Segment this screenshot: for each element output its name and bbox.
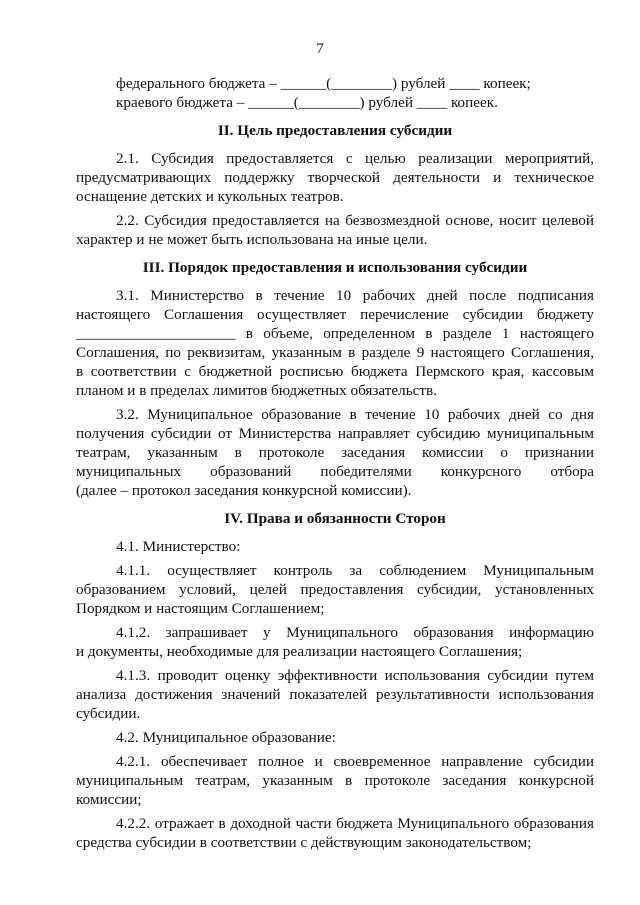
paragraph-line: характер и не может быть использована на иные цели. xyxy=(76,231,428,248)
item-4-1 xyxy=(76,537,594,556)
item-4-1-2 xyxy=(76,623,594,661)
budget-lines xyxy=(76,74,594,112)
paragraph-line: 4.2.1. обеспечивает полное и своевременное направление субсидии xyxy=(116,753,594,770)
paragraph-line: Соглашения, по реквизитам, указанным в разделе 9 настоящего Соглашения, xyxy=(76,344,594,361)
section-3-heading: III. Порядок предоставления и использования субсидии xyxy=(142,259,528,276)
paragraph-line: 2.2. Субсидия предоставляется на безвозмездной основе, носит целевой xyxy=(116,212,594,229)
paragraph-line: 4.2. Муниципальное образование: xyxy=(116,729,336,746)
paragraph-line: получения субсидии от Министерства направляет субсидию муниципальным xyxy=(76,425,594,442)
paragraph-line: оснащение детских и кукольных театров. xyxy=(76,188,344,205)
regional-budget-line: краевого бюджета – ______(________) рублей ____ копеек. xyxy=(116,94,498,111)
paragraph-line: образованием условий, целей предоставления субсидии, установленных xyxy=(76,581,594,598)
paragraph-line: настоящего Соглашения осуществляет перечисление субсидии бюджету xyxy=(76,306,594,323)
paragraph-line: _____________________ в объеме, определенном в разделе 1 настоящего xyxy=(76,325,594,342)
paragraph-line: 3.2. Муниципальное образование в течение 10 рабочих дней со дня xyxy=(116,406,594,423)
paragraph-line: 4.1.3. проводит оценку эффективности использования субсидии путем xyxy=(116,667,594,684)
document-body xyxy=(76,74,594,852)
paragraph-line: предусматривающих поддержку творческой деятельности и техническое xyxy=(76,169,594,186)
paragraph-line: муниципальным театрам, указанным в протоколе заседания конкурсной xyxy=(76,772,594,789)
section-4-heading: IV. Права и обязанности Сторон xyxy=(224,510,446,527)
paragraph-line: в соответствии с бюджетной росписью бюджета Пермского края, кассовым xyxy=(76,363,594,380)
paragraph-line: планом и в пределах лимитов бюджетных обязательств. xyxy=(76,382,437,399)
item-4-1-3 xyxy=(76,666,594,723)
item-4-2 xyxy=(76,728,594,747)
paragraph-line: субсидии. xyxy=(76,705,141,722)
paragraph-line: и документы, необходимые для реализации настоящего Соглашения; xyxy=(76,643,523,660)
page-number: 7 xyxy=(316,41,324,57)
paragraph-line: 4.1. Министерство: xyxy=(116,538,241,555)
paragraph-2-1 xyxy=(76,149,594,206)
paragraph-3-2 xyxy=(76,405,594,500)
paragraph-2-2 xyxy=(76,211,594,249)
paragraph-line: 4.1.1. осуществляет контроль за соблюдением Муниципальным xyxy=(116,562,594,579)
paragraph-line: муниципальных образований победителями конкурсного отбора xyxy=(76,463,594,480)
paragraph-line: Порядком и настоящим Соглашением; xyxy=(76,600,325,617)
paragraph-line: 4.1.2. запрашивает у Муниципального образования информацию xyxy=(116,624,594,641)
paragraph-line: 3.1. Министерство в течение 10 рабочих дней после подписания xyxy=(116,287,594,304)
federal-budget-line: федерального бюджета – ______(________) рублей ____ копеек; xyxy=(116,75,531,92)
paragraph-line: анализа достижения значений показателей результативности использования xyxy=(76,686,594,703)
paragraph-3-1 xyxy=(76,286,594,400)
section-2-heading: II. Цель предоставления субсидии xyxy=(217,122,453,139)
paragraph-line: театрам, указанным в протоколе заседания комиссии о признании xyxy=(76,444,594,461)
item-4-2-1 xyxy=(76,752,594,809)
item-4-2-2 xyxy=(76,814,594,852)
paragraph-line: средства субсидии в соответствии с действующим законодательством; xyxy=(76,834,532,851)
paragraph-line: комиссии; xyxy=(76,791,142,808)
paragraph-line: 2.1. Субсидия предоставляется с целью реализации мероприятий, xyxy=(116,150,594,167)
paragraph-line: 4.2.2. отражает в доходной части бюджета Муниципального образования xyxy=(116,815,594,832)
paragraph-line: (далее – протокол заседания конкурсной комиссии). xyxy=(76,482,412,499)
item-4-1-1 xyxy=(76,561,594,618)
